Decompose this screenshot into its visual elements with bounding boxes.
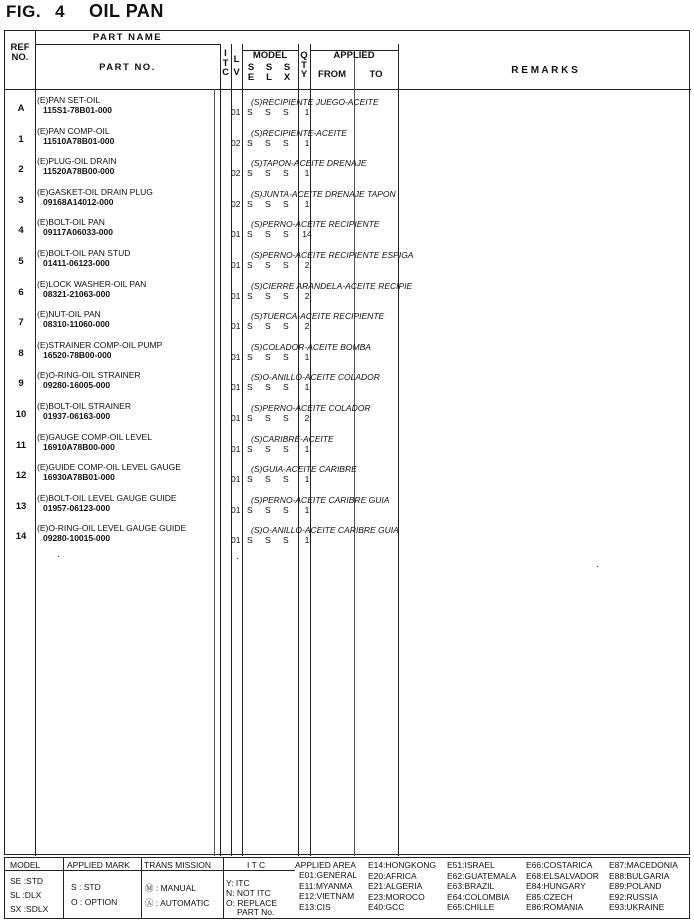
- figure-name: OIL PAN: [89, 1, 164, 21]
- legend-applied-mark-title: APPLIED MARK: [67, 860, 130, 870]
- legend-area-col4: [526, 860, 599, 913]
- level: 01: [231, 535, 241, 546]
- legend-area-col1: [299, 870, 357, 912]
- legend-area-item: E21:ALGERIA: [368, 881, 423, 891]
- part-number: 01411-06123-000: [43, 258, 110, 268]
- ref-no: 7: [18, 317, 24, 329]
- model-se-mark: S: [247, 413, 253, 423]
- quantity: 2: [304, 290, 310, 301]
- model-sl-mark: S: [265, 168, 271, 179]
- remark: (S)PERNO-ACEITE CARIBRE GUIA: [251, 494, 390, 505]
- model-sl-mark: S: [265, 198, 271, 209]
- header-itc-2: T: [222, 57, 229, 69]
- model-sx-mark: S: [283, 351, 289, 362]
- header-part-name: PART NAME: [92, 32, 163, 43]
- table-row: [5, 248, 691, 278]
- level: 01: [231, 382, 241, 393]
- header-lv-1: L: [233, 54, 240, 65]
- model-se-mark: S: [247, 351, 253, 362]
- model-sl-mark: S: [265, 290, 271, 301]
- remark: (S)JUNTA-ACEITE DRENAJE TAPON: [251, 188, 396, 199]
- legend-divider: [223, 858, 224, 918]
- header-model-se: [245, 63, 257, 82]
- model-sx-mark: S: [283, 321, 289, 332]
- quantity: 1: [304, 137, 310, 148]
- header-lv-2: V: [233, 67, 240, 78]
- quantity: 2: [304, 260, 310, 270]
- part-name: (E)O-RING-OIL STRAINER: [37, 370, 141, 381]
- legend-area-item: E66:COSTARICA: [526, 860, 593, 870]
- model-sl-mark: S: [265, 443, 271, 454]
- header-ref: REF: [10, 42, 30, 53]
- legend-divider: [63, 858, 64, 918]
- level: 01: [231, 321, 241, 332]
- part-name: (E)LOCK WASHER-OIL PAN: [37, 278, 147, 289]
- legend-area-item: E51:ISRAEL: [447, 860, 495, 870]
- header-remarks: R E M A R K S: [511, 65, 578, 76]
- legend-area-col5: [609, 860, 678, 913]
- part-number: 08321-21063-000: [43, 288, 111, 299]
- remark: (S)COLADOR-ACEITE BOMBA: [251, 341, 371, 352]
- scan-mark: ·: [596, 561, 599, 571]
- model-sx-mark: S: [283, 504, 289, 515]
- quantity: 2: [304, 321, 310, 332]
- parts-table: [4, 30, 690, 855]
- legend-model-se: SE :STD: [10, 876, 44, 886]
- part-name: (E)BOLT-OIL PAN STUD: [37, 248, 131, 258]
- header-sl-1: S: [265, 62, 273, 73]
- remark: (S)GUIA-ACEITE CARIBRE: [251, 464, 357, 475]
- legend-area-item: E12:VIETNAM: [299, 891, 355, 901]
- remark: (S)O-ANILLO-ACEITE CARIBRE GUIA: [251, 525, 399, 536]
- legend-area-item: E64:COLOMBIA: [447, 891, 510, 902]
- part-name: (E)BOLT-OIL LEVEL GAUGE GUIDE: [37, 492, 177, 503]
- part-number: 08310-11060-000: [43, 319, 110, 330]
- part-name: (E)BOLT-OIL STRAINER: [37, 401, 131, 411]
- legend-area-item: E88:BULGARIA: [609, 870, 670, 881]
- legend-divider: [141, 858, 142, 918]
- part-name: (E)GASKET-OIL DRAIN PLUG: [37, 186, 153, 197]
- ref-no: 10: [15, 409, 27, 420]
- model-sx-mark: S: [283, 413, 289, 423]
- part-name: (E)NUT-OIL PAN: [37, 309, 101, 320]
- legend-area-item: E20:AFRICA: [368, 870, 417, 881]
- legend-area-item: E89:POLAND: [609, 881, 662, 891]
- header-sx-1: S: [283, 62, 291, 73]
- part-name: (E)PAN COMP-OIL: [37, 125, 110, 136]
- ref-no: 4: [18, 225, 24, 237]
- remark: (S)TUERCA-ACEITE RECIPIENTE: [251, 311, 385, 322]
- remark: (S)RECIPIENTE JUEGO-ACEITE: [251, 97, 379, 107]
- legend-area-item: E68:ELSALVADOR: [526, 870, 599, 881]
- ref-no: 9: [18, 378, 24, 390]
- table-row: [5, 126, 691, 156]
- header-qty-3: Y: [300, 69, 308, 80]
- legend-area-title: APPLIED AREA: [295, 860, 356, 870]
- header-to: TO: [369, 69, 383, 80]
- legend-applied-option: O : OPTION: [71, 897, 118, 907]
- remark: (S)CARIBRE-ACEITE: [251, 433, 334, 444]
- level: 01: [231, 351, 241, 362]
- figure-title: [6, 1, 164, 22]
- legend-area-item: E14:HONGKONG: [368, 860, 437, 870]
- remark: (S)PERNO-ACEITE RECIPIENTE: [251, 219, 380, 230]
- ref-no: A: [17, 103, 25, 114]
- header-lv: [231, 53, 242, 79]
- figure-label: FIG.: [6, 2, 42, 21]
- model-se-mark: S: [247, 535, 253, 546]
- part-name: (E)GAUGE COMP-OIL LEVEL: [37, 431, 152, 442]
- remark: (S)O-ANILLO-ACEITE COLADOR: [251, 372, 380, 383]
- model-sx-mark: S: [283, 198, 289, 209]
- part-number: 11520A78B00-000: [43, 166, 115, 177]
- header-bottom-rule: [5, 89, 691, 90]
- legend-area-item: E87:MACEDONIA: [609, 860, 678, 870]
- model-sl-mark: S: [265, 260, 271, 270]
- header-model: MODEL: [252, 50, 288, 61]
- legend-itc-y: Y: ITC: [226, 878, 250, 888]
- level: 01: [231, 290, 241, 301]
- part-number: 09280-16005-000: [43, 380, 111, 391]
- table-row: [5, 493, 691, 523]
- level: 01: [231, 504, 241, 515]
- model-sl-mark: S: [265, 321, 271, 332]
- model-se-mark: S: [247, 382, 253, 393]
- table-row: [5, 370, 691, 400]
- level: 01: [231, 474, 241, 485]
- part-number: 16930A78B01-000: [43, 472, 115, 483]
- model-sl-mark: S: [265, 351, 271, 362]
- legend-area-item: E11:MYANMA: [299, 880, 353, 891]
- table-row: [5, 95, 691, 125]
- quantity: 1: [304, 535, 310, 546]
- ref-no: 12: [15, 470, 27, 482]
- level: 01: [231, 413, 241, 423]
- level: 01: [231, 229, 241, 240]
- table-row: [5, 462, 691, 492]
- header-qty: [298, 51, 310, 80]
- level: 01: [231, 107, 241, 117]
- ref-no: 14: [15, 531, 27, 543]
- header-sl-2: L: [266, 71, 272, 83]
- header-model-sl: [263, 63, 275, 82]
- part-name: (E)O-RING-OIL LEVEL GAUGE GUIDE: [37, 523, 187, 534]
- legend-area-item: E92:RUSSIA: [609, 891, 659, 902]
- header-itc: [220, 49, 231, 78]
- model-sl-mark: S: [265, 504, 271, 515]
- model-sx-mark: S: [283, 535, 289, 546]
- legend-trans-title: TRANS MISSION: [144, 860, 212, 870]
- level: 02: [231, 198, 241, 209]
- legend-applied-std: S : STD: [71, 882, 101, 892]
- model-sx-mark: S: [283, 168, 289, 179]
- part-name: (E)PLUG-OIL DRAIN: [37, 156, 117, 167]
- remark: (S)RECIPIENTE-ACEITE: [251, 127, 347, 138]
- quantity: 1: [304, 474, 310, 485]
- header-itc-3: C: [222, 67, 229, 78]
- level: 02: [231, 137, 241, 148]
- legend-area-item: E84:HUNGARY: [526, 881, 586, 891]
- quantity: 1: [304, 504, 310, 515]
- quantity: 1: [304, 382, 310, 393]
- model-sl-mark: S: [265, 474, 271, 485]
- legend-model-sx: SX :SDLX: [10, 904, 49, 914]
- header-from: FROM: [318, 69, 346, 80]
- model-sx-mark: S: [283, 443, 289, 454]
- part-name: (E)GUIDE COMP-OIL LEVEL GAUGE: [37, 462, 181, 473]
- model-se-mark: S: [247, 290, 253, 301]
- legend-area-item: E01:GENERAL: [299, 870, 358, 880]
- quantity: 14: [302, 229, 312, 240]
- model-se-mark: S: [247, 229, 253, 240]
- ref-no: 1: [18, 133, 24, 145]
- legend-itc-o: O: REPLACE: [226, 898, 278, 908]
- legend-model-title: MODEL: [10, 860, 41, 870]
- part-number: 01937-06163-000: [43, 411, 111, 421]
- legend-area-item: E62:GUATEMALA: [447, 870, 517, 881]
- header-itc-1: I: [224, 48, 227, 59]
- model-se-mark: S: [247, 260, 253, 270]
- part-number: 01957-06123-000: [43, 502, 111, 513]
- ref-no: 8: [18, 347, 24, 359]
- model-sl-mark: S: [265, 382, 271, 393]
- legend-area-item: E13:CIS: [299, 901, 331, 912]
- legend-area-col2: [368, 860, 436, 913]
- table-row: [5, 217, 691, 247]
- ref-no: 5: [18, 256, 24, 267]
- header-model-sx: [281, 63, 293, 82]
- table-row: [5, 156, 691, 186]
- quantity: 1: [304, 443, 310, 454]
- model-se-mark: S: [247, 474, 253, 485]
- ref-no: 6: [18, 286, 24, 298]
- header-part-no: PART NO.: [99, 62, 156, 73]
- legend-area-item: E93:UKRAINE: [609, 902, 665, 912]
- legend-area-col3: [447, 860, 516, 913]
- table-row: [5, 187, 691, 217]
- model-sx-mark: S: [283, 107, 289, 117]
- remark: (S)PERNO-ACEITE COLADOR: [251, 403, 371, 413]
- table-row: [5, 432, 691, 462]
- header-divider-partname: [35, 44, 220, 45]
- legend-trans-automatic: Ⓐ : AUTOMATIC: [145, 898, 210, 908]
- model-sx-mark: S: [283, 260, 289, 270]
- table-row: [5, 523, 691, 553]
- model-se-mark: S: [247, 321, 253, 332]
- legend-model-sl: SL :DLX: [10, 890, 42, 900]
- remark: (S)PERNO-ACEITE RECIPIENTE ESPIGA: [251, 250, 414, 260]
- quantity: 2: [304, 413, 310, 423]
- model-sx-mark: S: [283, 229, 289, 240]
- quantity: 1: [304, 107, 310, 117]
- legend-area-item: E23:MOROCO: [368, 891, 425, 902]
- model-se-mark: S: [247, 504, 253, 515]
- model-sl-mark: S: [265, 413, 271, 423]
- model-sl-mark: S: [265, 229, 271, 240]
- model-sx-mark: S: [283, 474, 289, 485]
- header-sx-2: X: [283, 71, 291, 83]
- ref-no: 11: [15, 439, 27, 451]
- part-name: (E)PAN SET-OIL: [37, 95, 101, 105]
- table-row: [5, 279, 691, 309]
- scan-mark: ·: [236, 553, 239, 563]
- header-no: NO.: [11, 51, 29, 63]
- table-row: [5, 340, 691, 370]
- model-sx-mark: S: [283, 290, 289, 301]
- part-number: 09280-10015-000: [43, 533, 111, 544]
- level: 02: [231, 168, 241, 179]
- table-row: [5, 309, 691, 339]
- part-number: 11510A78B01-000: [43, 135, 115, 146]
- ref-no: 2: [18, 164, 24, 176]
- header-applied: APPLIED: [333, 50, 375, 61]
- legend-area-item: E40:GCC: [368, 902, 405, 912]
- model-sl-mark: S: [265, 137, 271, 148]
- header-ref-no: [7, 43, 33, 62]
- figure-number: 4: [55, 2, 66, 21]
- model-se-mark: S: [247, 443, 253, 454]
- model-sl-mark: S: [265, 535, 271, 546]
- ref-no: 3: [18, 194, 24, 206]
- legend-header-rule: [5, 870, 295, 871]
- table-row: [5, 401, 691, 431]
- legend-box: [4, 857, 690, 919]
- legend-trans-manual: Ⓜ : MANUAL: [145, 883, 197, 893]
- quantity: 1: [304, 168, 310, 179]
- remark: (S)TAPON-ACEITE DRENAJE: [251, 158, 367, 169]
- ref-no: 13: [15, 500, 27, 512]
- legend-area-item: E86:ROMANIA: [526, 902, 584, 912]
- legend-itc-partno: PART No.: [237, 907, 275, 917]
- part-name: (E)STRAINER COMP-OIL PUMP: [37, 339, 163, 350]
- legend-area-item: E65:CHILLE: [447, 902, 495, 912]
- scan-mark: ·: [57, 551, 60, 561]
- model-se-mark: S: [247, 137, 253, 148]
- model-sx-mark: S: [283, 137, 289, 148]
- model-sl-mark: S: [265, 107, 271, 117]
- part-name: (E)BOLT-OIL PAN: [37, 217, 105, 228]
- header-qty-1: Q: [300, 50, 308, 61]
- level: 01: [231, 443, 241, 454]
- quantity: 1: [304, 351, 310, 362]
- legend-area-item: E63:BRAZIL: [447, 881, 495, 891]
- model-se-mark: S: [247, 198, 253, 209]
- remark: (S)CIERRE ARANDELA-ACEITE RECIPIE: [251, 280, 413, 291]
- part-number: 16910A78B00-000: [43, 441, 115, 452]
- header-se-1: S: [247, 62, 255, 73]
- quantity: 1: [304, 198, 310, 209]
- part-number: 115S1-78B01-000: [43, 105, 113, 115]
- model-se-mark: S: [247, 168, 253, 179]
- part-number: 09117A06033-000: [43, 227, 113, 238]
- legend-itc-n: N: NOT ITC: [226, 888, 271, 898]
- model-sx-mark: S: [283, 382, 289, 393]
- model-se-mark: S: [247, 107, 253, 117]
- legend-itc-title: I T C: [247, 860, 266, 870]
- header-se-2: E: [247, 71, 255, 83]
- header-qty-2: T: [301, 59, 307, 71]
- level: 01: [231, 260, 241, 270]
- part-number: 16520-78B00-000: [43, 349, 112, 360]
- legend-area-item: E85:CZECH: [526, 891, 573, 902]
- part-number: 09168A14012-000: [43, 196, 114, 207]
